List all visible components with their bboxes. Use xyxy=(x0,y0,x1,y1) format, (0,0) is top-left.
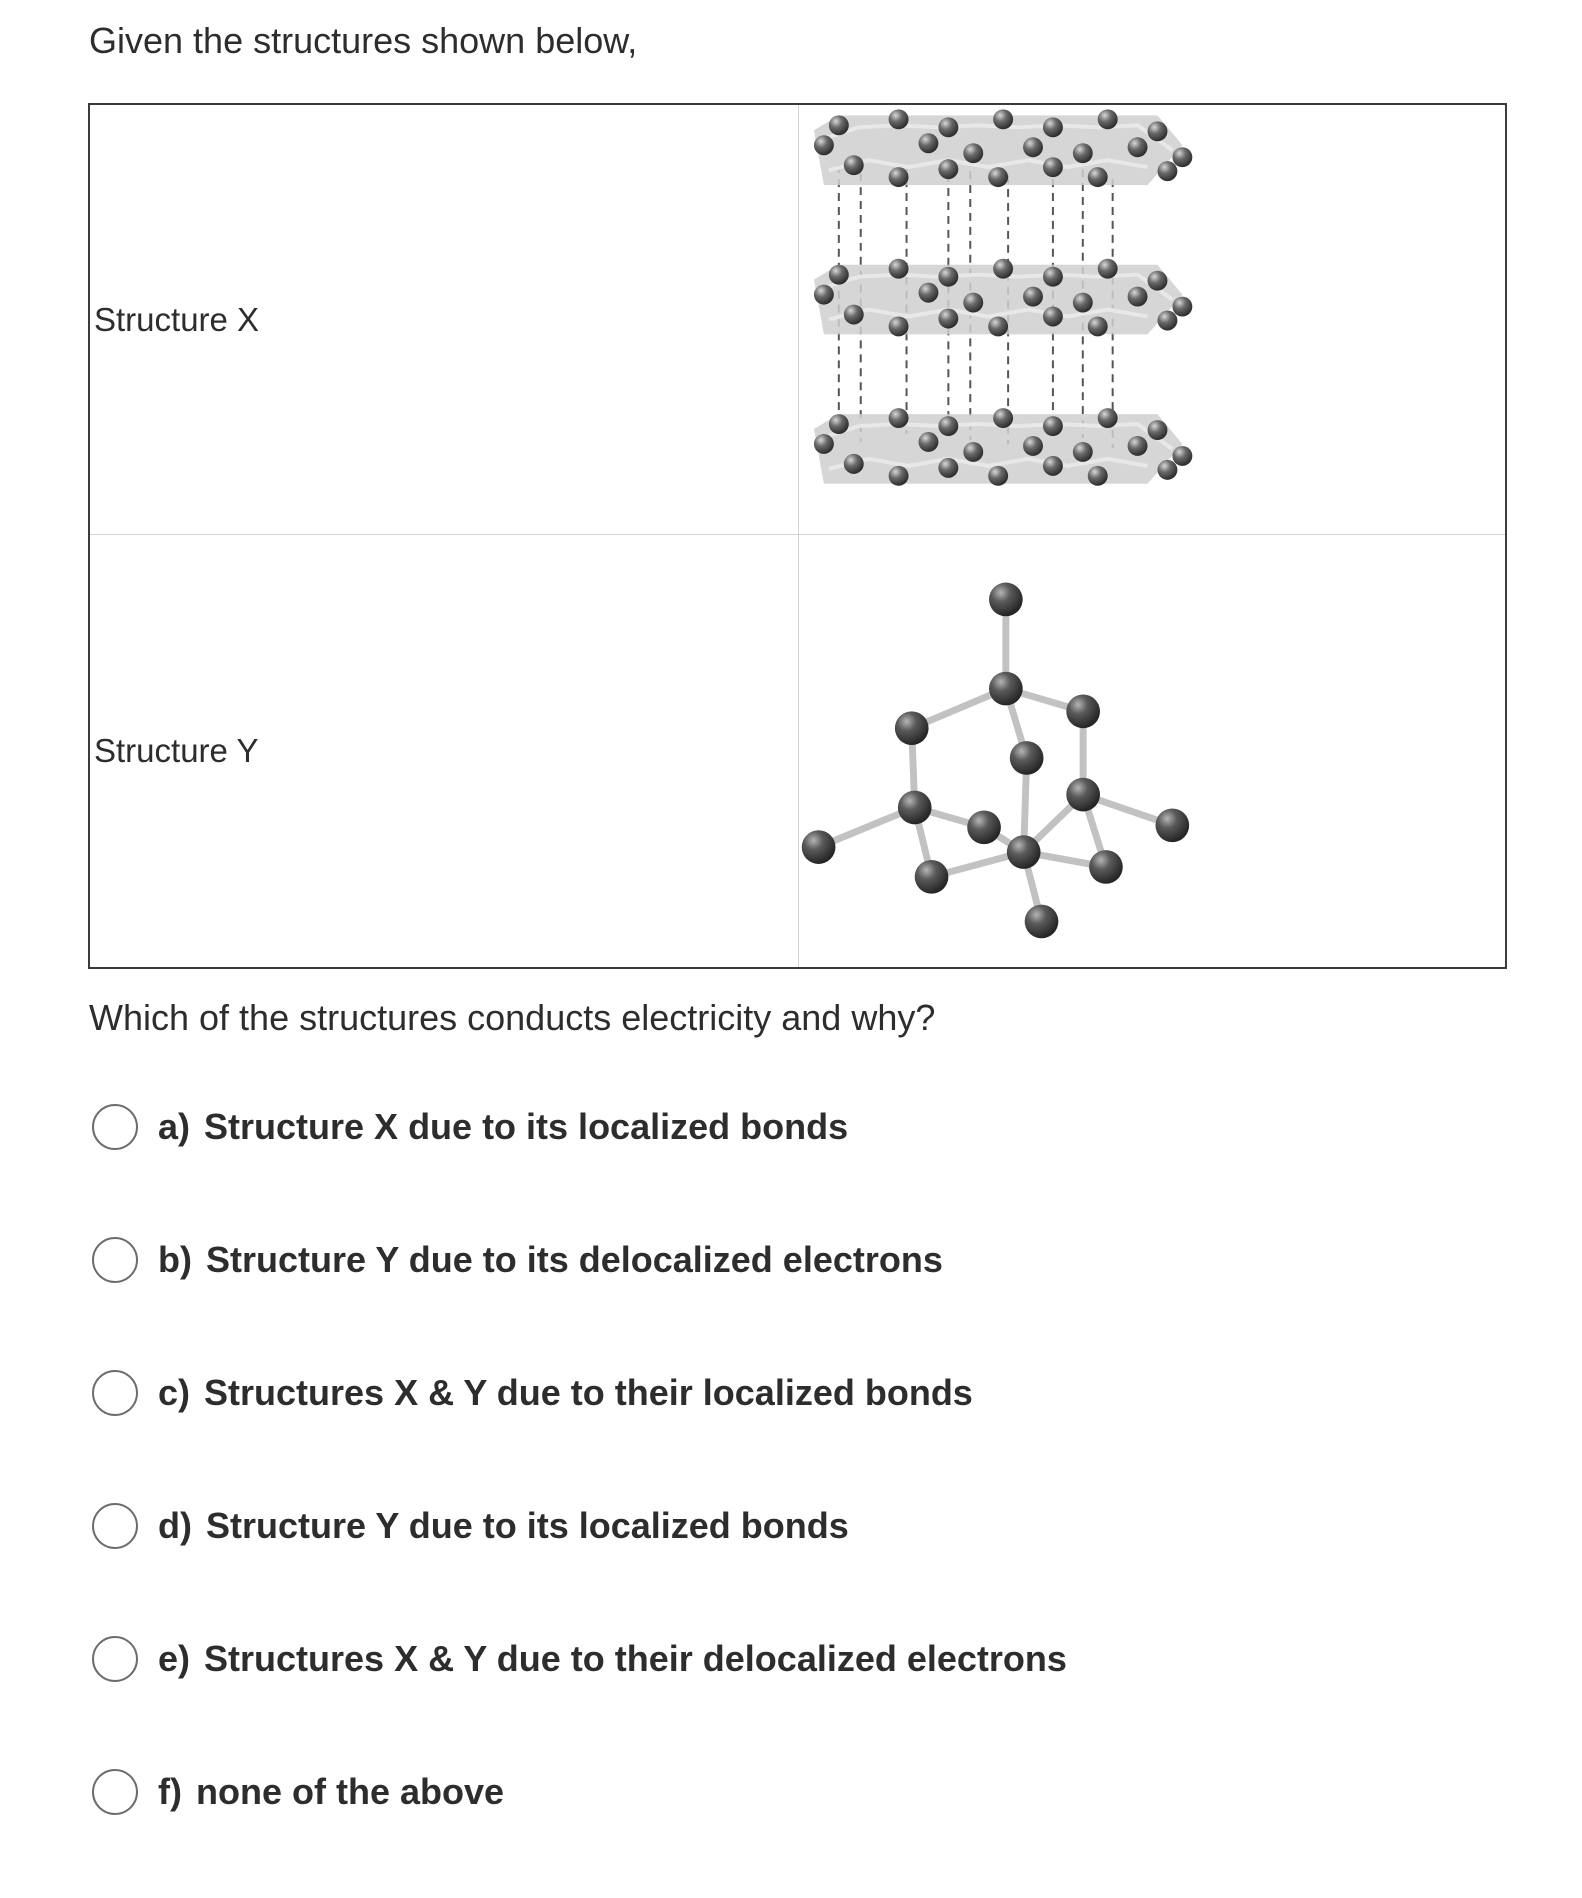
structure-x-label: Structure X xyxy=(94,300,260,338)
option-e-letter: e) xyxy=(158,1638,191,1679)
answer-options xyxy=(92,1100,1192,1898)
option-f[interactable] xyxy=(92,1765,1192,1819)
structure-y-label-cell xyxy=(90,535,799,967)
option-d-text: Structure Y due to its localized bonds xyxy=(205,1505,849,1546)
option-e[interactable] xyxy=(92,1632,1192,1686)
option-a[interactable] xyxy=(92,1100,1192,1154)
structure-x-image-cell xyxy=(799,105,1505,535)
option-e-text: Structures X & Y due to their delocalized electrons xyxy=(204,1638,1067,1679)
option-d[interactable] xyxy=(92,1499,1192,1553)
option-a-letter: a) xyxy=(158,1106,191,1147)
option-f-letter: f) xyxy=(158,1771,182,1812)
option-f-radio[interactable] xyxy=(92,1769,138,1815)
option-b-letter: b) xyxy=(158,1239,192,1280)
structure-x-label-cell xyxy=(90,105,799,535)
option-c-text: Structures X & Y due to their localized bonds xyxy=(204,1372,973,1413)
structure-y-image-cell xyxy=(799,535,1505,967)
graphite-structure-image xyxy=(799,105,1505,534)
option-d-letter: d) xyxy=(158,1505,192,1546)
question-text: Which of the structures conducts electricity and why? xyxy=(89,997,936,1038)
option-b[interactable] xyxy=(92,1233,1192,1287)
option-d-radio[interactable] xyxy=(92,1503,138,1549)
option-a-radio[interactable] xyxy=(92,1104,138,1150)
option-b-radio[interactable] xyxy=(92,1237,138,1283)
structure-y-label: Structure Y xyxy=(94,732,259,769)
option-c[interactable] xyxy=(92,1366,1192,1420)
diamond-structure-image xyxy=(799,535,1505,967)
option-a-text: Structure X due to its localized bonds xyxy=(204,1106,849,1147)
structures-table xyxy=(88,103,1507,969)
intro-text: Given the structures shown below, xyxy=(89,20,638,61)
option-c-letter: c) xyxy=(158,1372,191,1413)
option-f-text: none of the above xyxy=(195,1771,505,1812)
option-e-radio[interactable] xyxy=(92,1636,138,1682)
option-b-text: Structure Y due to its delocalized electrons xyxy=(205,1239,943,1280)
option-c-radio[interactable] xyxy=(92,1370,138,1416)
